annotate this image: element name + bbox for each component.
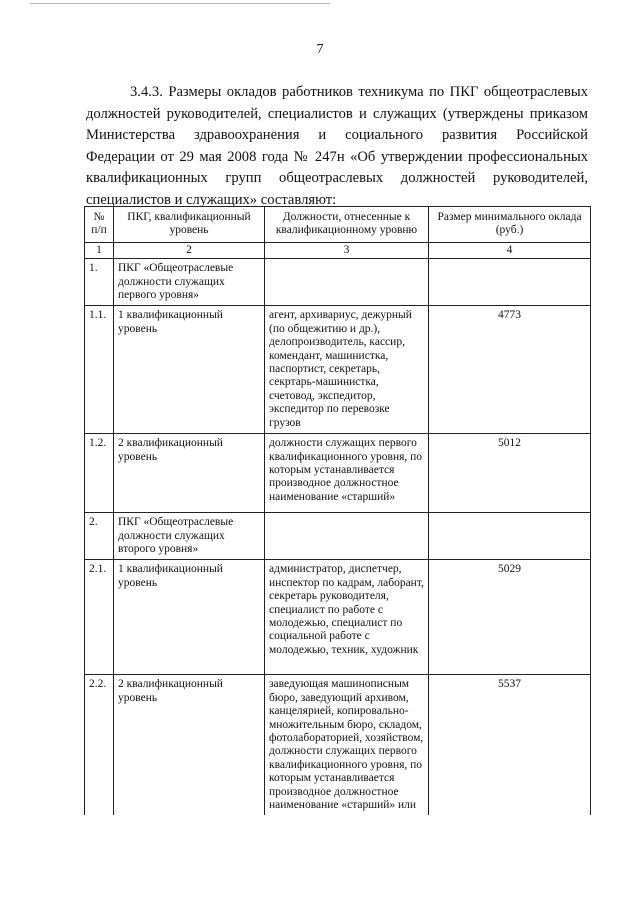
row-salary: [429, 259, 591, 306]
header-salary: Размер минимального оклада (руб.): [429, 207, 591, 243]
column-number: 4: [429, 242, 591, 258]
row-number: 2.1.: [85, 560, 114, 675]
table-header-row: [85, 207, 591, 243]
page-number: 7: [316, 42, 324, 57]
row-number: 1.: [85, 259, 114, 306]
table-row: [85, 434, 591, 513]
column-number-row: [85, 242, 591, 258]
row-pkg: 1 квалификационный уровень: [114, 560, 265, 675]
row-number: 2.: [85, 513, 114, 560]
row-pkg: 1 квалификационный уровень: [114, 306, 265, 434]
row-positions: администратор, диспетчер, инспектор по кадрам, лаборант, секретарь руководителя, специалист по работе с молодежью, специалист по социальной работе с молодежью, техник, художник: [265, 560, 429, 675]
scan-artifact-line: [30, 3, 330, 4]
row-positions: заведующая машинописным бюро, заведующий архивом, канцелярией, копировально-множительным бюро, складом, фотолабораторией, хозяйством, должности служащих первого квалификационного уровня, по которым устанавливается производное должностное наименование «старший» или: [265, 675, 429, 816]
row-positions: агент, архивариус, дежурный (по общежитию и др.), делопроизводитель, кассир, комендант, машинистка, паспортист, секретарь, секртарь-машинистка, счетовод, экспедитор, экспедитор по перевозке грузов: [265, 306, 429, 434]
table-row: [85, 306, 591, 434]
row-salary: [429, 513, 591, 560]
row-pkg: 2 квалификационный уровень: [114, 434, 265, 513]
row-positions: [265, 513, 429, 560]
intro-line: должностей руководителей, специалистов и служащих (утверждены приказом: [86, 105, 588, 122]
header-number: № п/п: [85, 207, 114, 243]
header-positions: Должности, отнесенные к квалификационному уровню: [265, 207, 429, 243]
row-positions: [265, 259, 429, 306]
row-number: 1.2.: [85, 434, 114, 513]
row-pkg: ПКГ «Общеотраслевые должности служащих первого уровня»: [114, 259, 265, 306]
column-number: 1: [85, 242, 114, 258]
table-row: [85, 560, 591, 675]
row-number: 1.1.: [85, 306, 114, 434]
row-salary: 5537: [429, 675, 591, 816]
intro-line: Федерации от 29 мая 2008 года № 247н «Об утверждении профессиональных: [86, 148, 588, 165]
row-salary: 4773: [429, 306, 591, 434]
column-number: 2: [114, 242, 265, 258]
intro-line: Министерства здравоохранения и социального развития Российской: [86, 127, 588, 143]
intro-line: 3.4.3. Размеры окладов работников техникума по ПКГ общеотраслевых: [130, 84, 588, 100]
salary-table: [84, 206, 591, 815]
table-row: [85, 675, 591, 816]
intro-line: специалистов и служащих» составляют:: [86, 191, 337, 208]
header-pkg: ПКГ, квалификационный уровень: [114, 207, 265, 243]
intro-paragraph: [86, 82, 588, 211]
row-pkg: ПКГ «Общеотраслевые должности служащих второго уровня»: [114, 513, 265, 560]
intro-line: квалификационных групп общеотраслевых должностей руководителей,: [86, 170, 588, 186]
table-row: [85, 513, 591, 560]
row-number: 2.2.: [85, 675, 114, 816]
column-number: 3: [265, 242, 429, 258]
row-salary: 5012: [429, 434, 591, 513]
table-row: [85, 259, 591, 306]
row-salary: 5029: [429, 560, 591, 675]
row-positions: должности служащих первого квалификационного уровня, по которым устанавливается производное должностное наименование «старший»: [265, 434, 429, 513]
row-pkg: 2 квалификационный уровень: [114, 675, 265, 816]
